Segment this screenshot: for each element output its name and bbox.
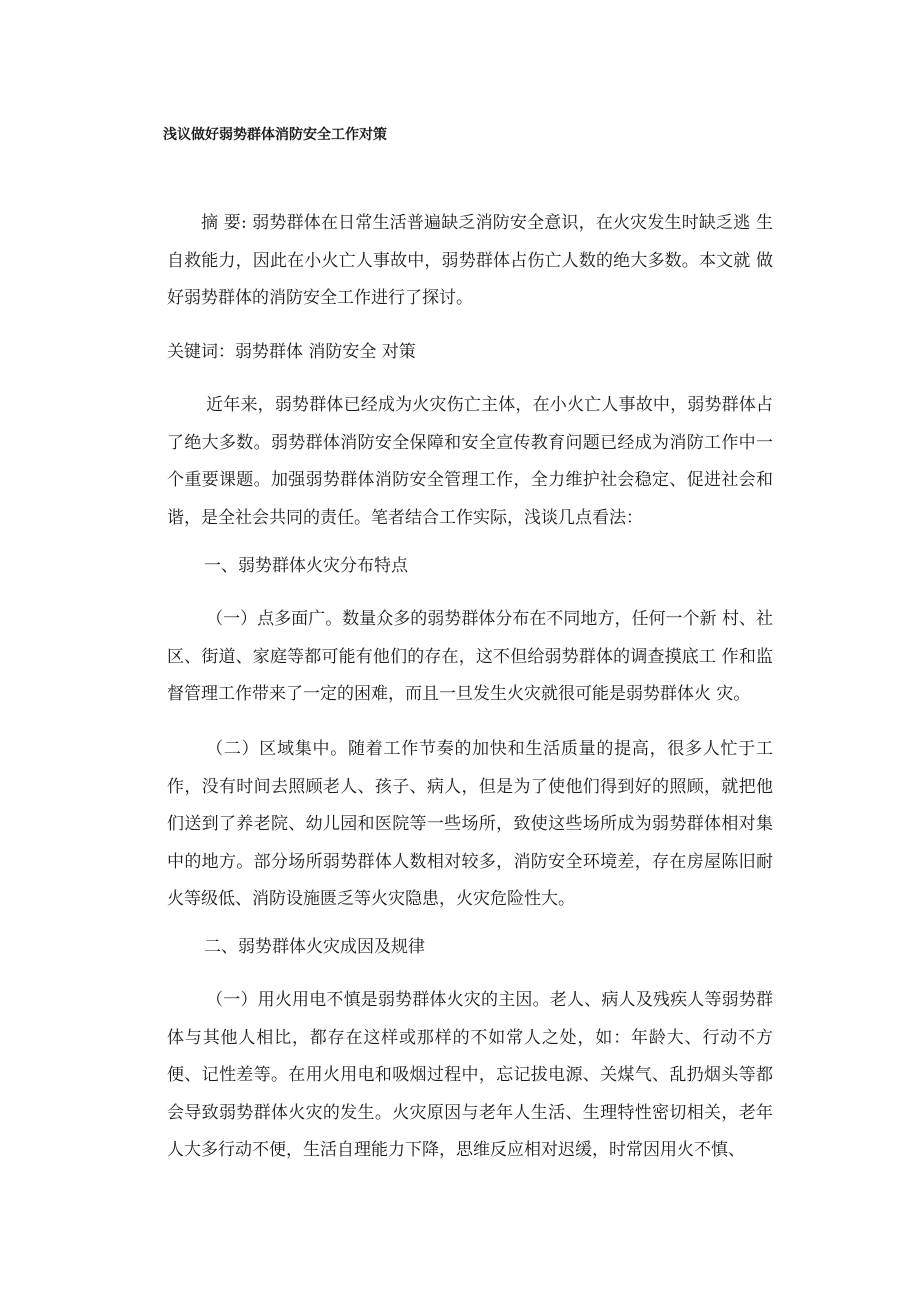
section2-paragraph-1: （一）用火用电不慎是弱势群体火灾的主因。老人、病人及残疾人等弱势群体与其他人相比，都存在这样或那样的不如常人之处，如：年龄大、行动不方便、记性差等。在用火用电和吸烟过程中，忘记拔电源、关煤气、乱扔烟头等都会导致弱势群体火灾的发生。火灾原因与老年人生活、生理特性密切相关，老年人大多行动不便，生活自理能力下降，思维反应相对迟缓，时常因用火不慎、 (167, 990, 773, 1160)
document-title: 浅议做好弱势群体消防安全工作对策 (163, 127, 387, 143)
abstract-paragraph: 摘 要: 弱势群体在日常生活普遍缺乏消防安全意识，在火灾发生时缺乏逃 生自救能力，因此在小火亡人事故中，弱势群体占伤亡人数的绝大多数。本文就 做好弱势群体的消防安全工作进行了探讨。 (167, 213, 773, 308)
intro-paragraph: 近年来，弱势群体已经成为火灾伤亡主体，在小火亡人事故中，弱势群体占了绝大多数。弱势群体消防安全保障和安全宣传教育问题已经成为消防工作中一个重要课题。加强弱势群体消防安全管理工作，全力维护社会稳定、促进社会和谐，是全社会共同的责任。笔者结合工作实际，浅谈几点看法： (167, 395, 773, 528)
section-heading-2: 二、弱势群体火灾成因及规律 (204, 937, 425, 957)
keywords-line: 关键词：弱势群体 消防安全 对策 (167, 342, 416, 362)
section1-paragraph-1: （一）点多面广。数量众多的弱势群体分布在不同地方，任何一个新 村、社区、街道、家庭等都可能有他们的存在，这不但给弱势群体的调查摸底工 作和监督管理工作带来了一定的困难，而且一旦发生火灾就很可能是弱势群体火 灾。 (167, 609, 773, 704)
section1-paragraph-2: （二）区域集中。随着工作节奏的加快和生活质量的提高，很多人忙于工作，没有时间去照顾老人、孩子、病人，但是为了使他们得到好的照顾，就把他们送到了养老院、幼儿园和医院等一些场所，致使这些场所成为弱势群体相对集中的地方。部分场所弱势群体人数相对较多，消防安全环境差，存在房屋陈旧耐火等级低、消防设施匮乏等火灾隐患，火灾危险性大。 (167, 739, 773, 909)
section-heading-1: 一、弱势群体火灾分布特点 (204, 556, 408, 576)
